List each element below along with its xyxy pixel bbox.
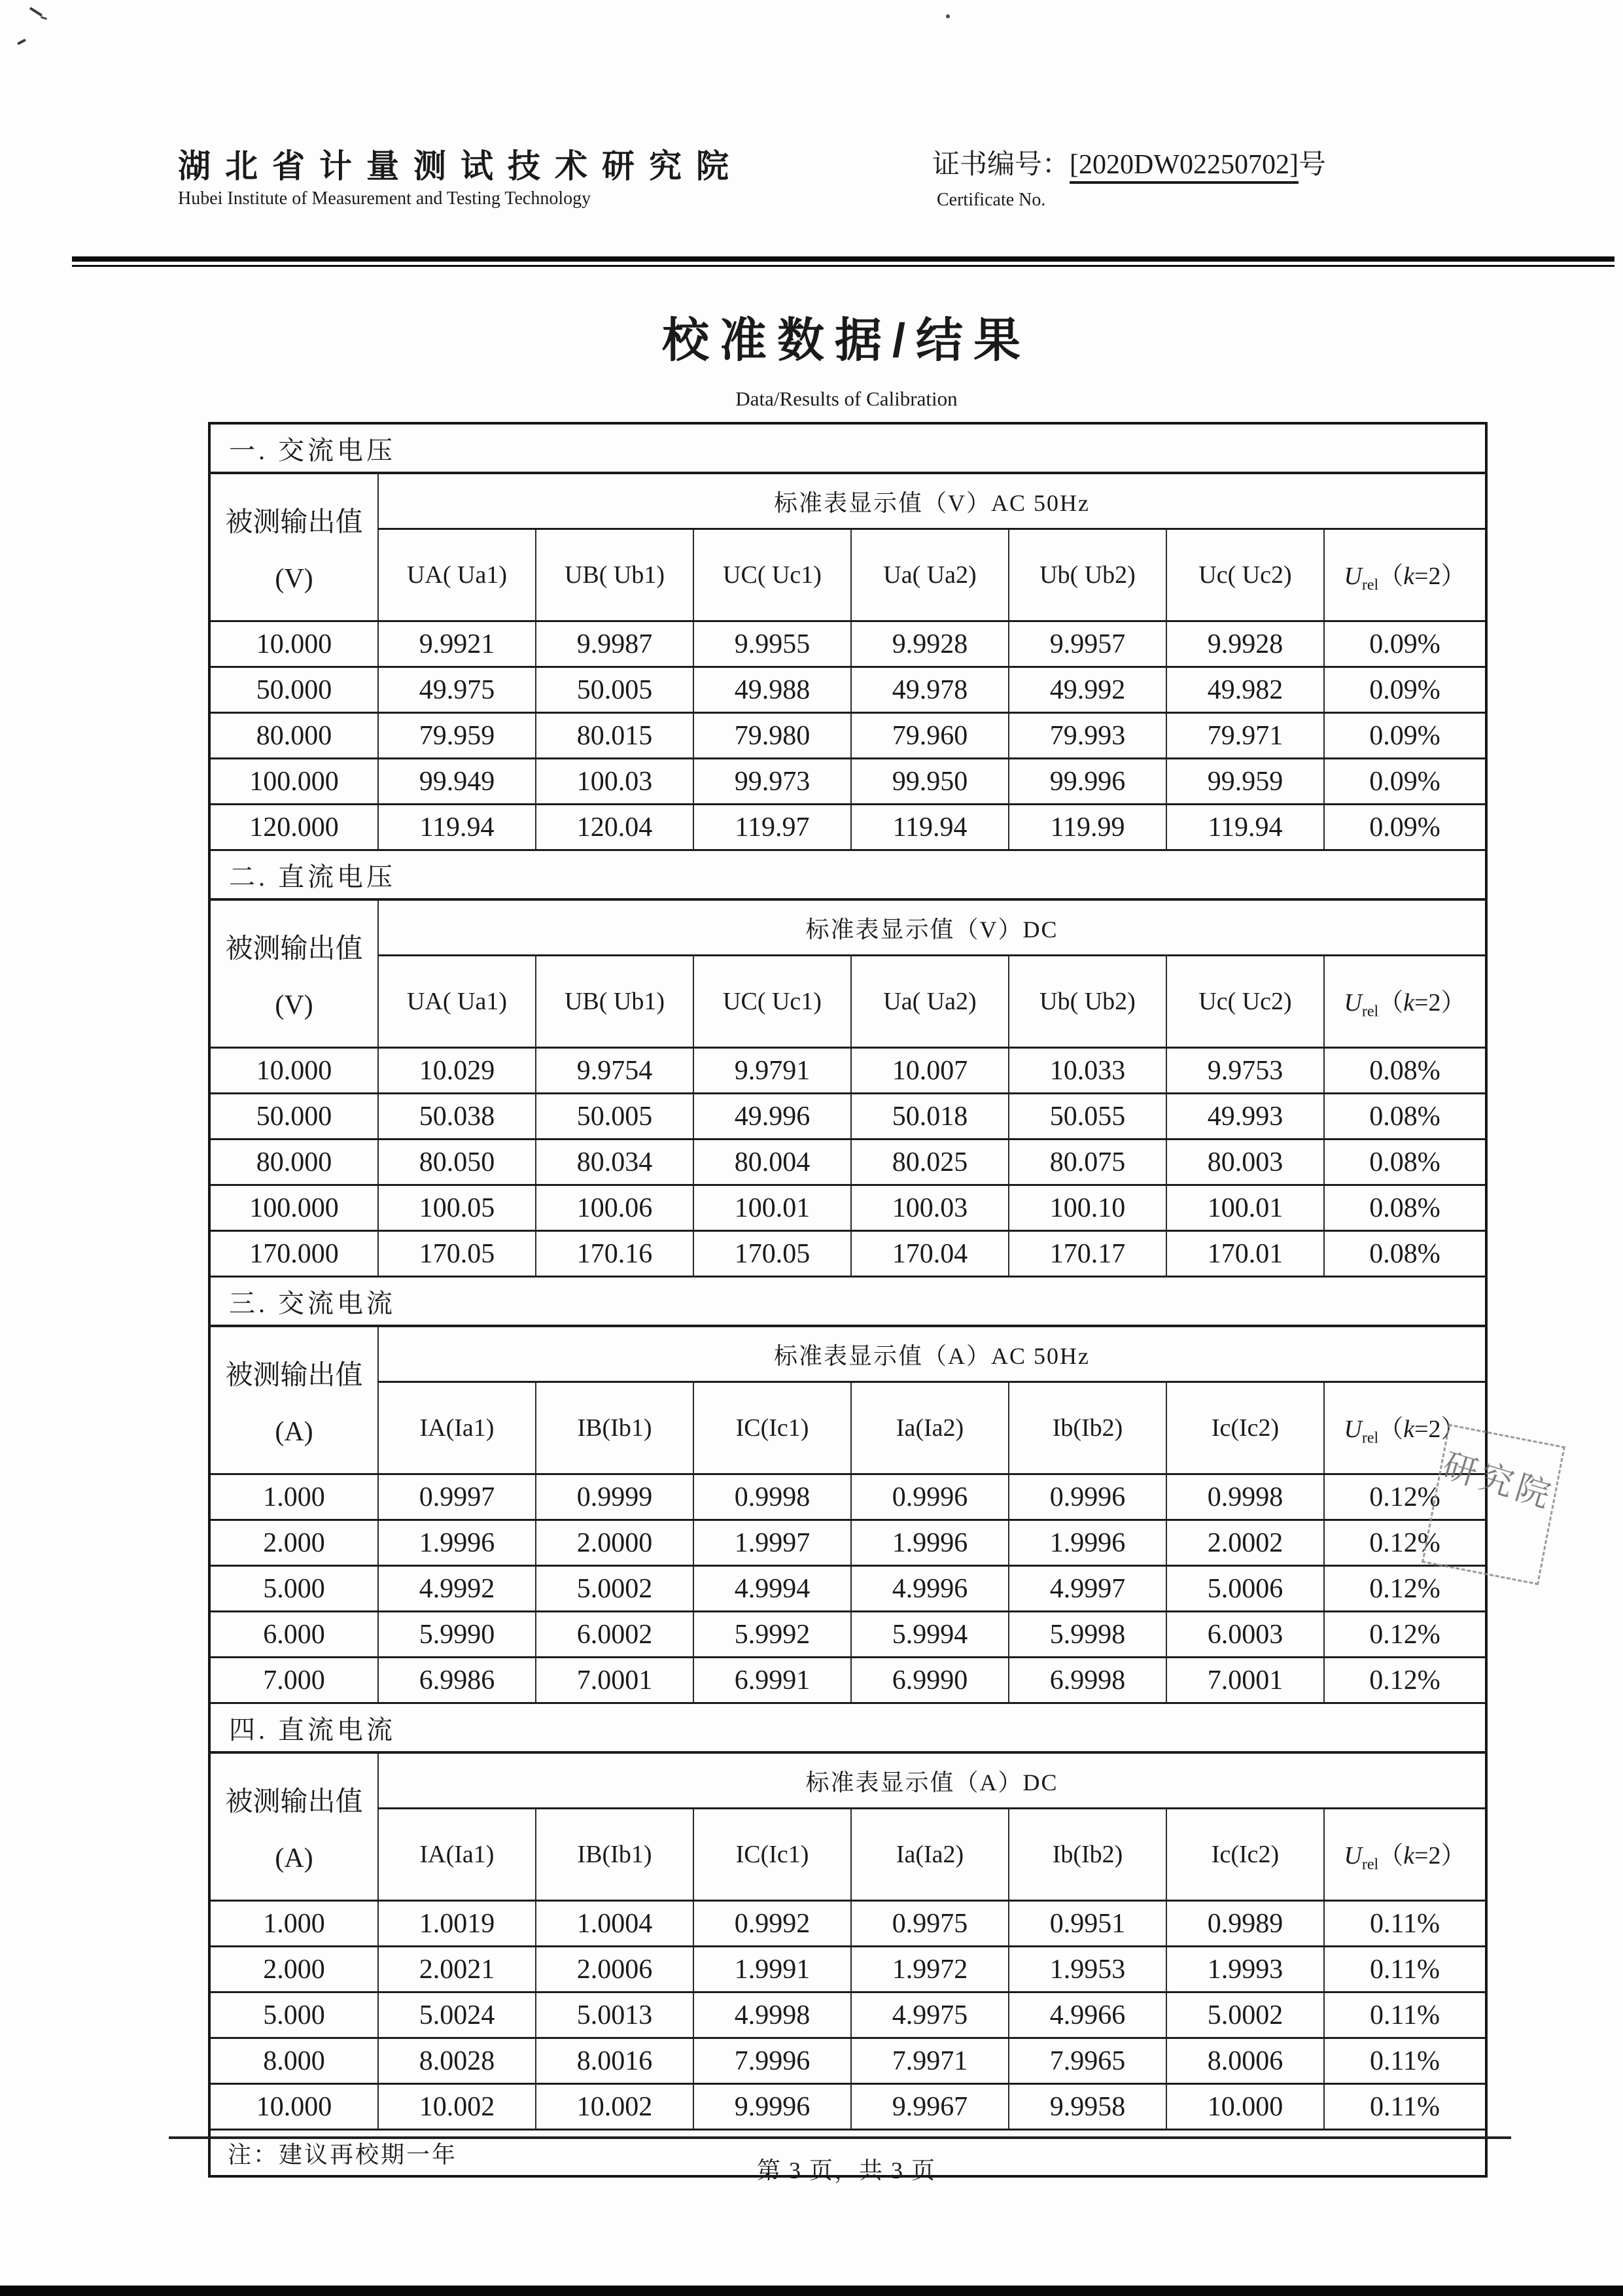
column-header-cell: Ic(Ic2) [1166,1809,1324,1901]
data-row [209,1231,1486,1277]
measured-value-cell: 170.05 [693,1231,851,1277]
measured-value-cell: 49.992 [1009,667,1166,713]
data-row [209,1901,1486,1947]
input-value-cell: 1.000 [209,1474,378,1520]
measured-value-cell: 119.94 [378,805,536,850]
measured-value-cell: 79.959 [378,713,536,759]
column-header-row [209,956,1486,1048]
measured-value-cell: 79.980 [693,713,851,759]
measured-value-cell: 170.05 [378,1231,536,1277]
measured-value-cell: 1.9997 [693,1520,851,1566]
input-value-cell: 5.000 [209,1992,378,2038]
measured-value-cell: 10.000 [1166,2084,1324,2130]
measured-value-cell: 1.9996 [1009,1520,1166,1566]
measured-value-cell: 9.9928 [851,621,1009,667]
column-header-cell: IC(Ic1) [693,1382,851,1474]
calibration-table-body [209,423,1486,2176]
measured-value-cell: 10.033 [1009,1048,1166,1094]
row-unit: (A) [275,1843,313,1873]
section-title: 三. 交流电流 [209,1277,1486,1327]
measured-value-cell: 100.06 [536,1185,693,1231]
row-label-cell [209,473,378,621]
data-row [209,621,1486,667]
urel-value-cell: 0.09% [1324,621,1486,667]
data-row [209,1566,1486,1612]
measured-value-cell: 49.988 [693,667,851,713]
measured-value-cell: 6.0003 [1166,1612,1324,1658]
urel-value-cell: 0.11% [1324,1901,1486,1947]
input-value-cell: 6.000 [209,1612,378,1658]
measured-value-cell: 100.03 [851,1185,1009,1231]
certificate-line [932,143,1326,182]
urel-value-cell: 0.11% [1324,1947,1486,1992]
measured-value-cell: 49.993 [1166,1094,1324,1139]
measured-value-cell: 0.9992 [693,1901,851,1947]
row-label: 被测输出值 [225,933,363,964]
input-value-cell: 80.000 [209,713,378,759]
measured-value-cell: 100.03 [536,759,693,805]
column-header-cell: Ia(Ia2) [851,1382,1009,1474]
column-header-cell: IA(Ia1) [378,1382,536,1474]
measured-value-cell: 9.9928 [1166,621,1324,667]
urel-header-cell: $U_{rel}(k=2)$ [1324,956,1486,1048]
measured-value-cell: 9.9921 [378,621,536,667]
page-number: 第 3 页，共 3 页 [756,2157,936,2183]
scan-artifact [29,7,43,16]
input-value-cell: 10.000 [209,621,378,667]
urel-value-cell: 0.08% [1324,1048,1486,1094]
measured-value-cell: 2.0002 [1166,1520,1324,1566]
measured-value-cell: 7.0001 [536,1658,693,1703]
measured-value-cell: 170.01 [1166,1231,1324,1277]
measured-value-cell: 0.9999 [536,1474,693,1520]
measured-value-cell: 7.9996 [693,2038,851,2084]
data-row [209,713,1486,759]
institute-stamp [1422,1424,1565,1586]
measured-value-cell: 5.9994 [851,1612,1009,1658]
row-unit: (V) [275,990,313,1020]
row-label: 被测输出值 [225,507,363,538]
certificate-suffix: 号 [1298,150,1326,180]
section-title-row [209,850,1486,900]
calibration-table [208,422,1488,2178]
data-row [209,1612,1486,1658]
measured-value-cell: 9.9791 [693,1048,851,1094]
section-title: 二. 直流电压 [209,850,1486,900]
measured-value-cell: 5.9998 [1009,1612,1166,1658]
measured-value-cell: 10.002 [536,2084,693,2130]
urel-header-cell: $U_{rel}(k=2)$ [1324,1382,1486,1474]
row-label-stack [211,1330,377,1471]
section-title: 一. 交流电压 [209,423,1486,473]
section-title: 四. 直流电流 [209,1703,1486,1753]
input-value-cell: 7.000 [209,1658,378,1703]
data-row [209,2084,1486,2130]
header-rule [72,256,1614,267]
measured-value-cell: 0.9996 [851,1474,1009,1520]
page-subtitle: Data/Results of Calibration [735,387,958,410]
page-title: 校准数据/结果 [661,315,1031,367]
scan-artifact-dot [946,14,950,18]
column-header-cell: Ib(Ib2) [1009,1809,1166,1901]
measured-value-cell: 5.0024 [378,1992,536,2038]
measured-value-cell: 9.9754 [536,1048,693,1094]
data-row [209,1139,1486,1185]
urel-header-cell: $U_{rel}(k=2)$ [1324,529,1486,621]
measured-value-cell: 1.9953 [1009,1947,1166,1992]
measured-value-cell: 49.982 [1166,667,1324,713]
measured-value-cell: 80.050 [378,1139,536,1185]
measured-value-cell: 80.003 [1166,1139,1324,1185]
measured-value-cell: 4.9994 [693,1566,851,1612]
measured-value-cell: 9.9996 [693,2084,851,2130]
measured-value-cell: 99.950 [851,759,1009,805]
measured-value-cell: 6.0002 [536,1612,693,1658]
measured-value-cell: 9.9958 [1009,2084,1166,2130]
measured-value-cell: 80.025 [851,1139,1009,1185]
column-header-cell: UB( Ub1) [536,529,693,621]
column-header-cell: Ub( Ub2) [1009,956,1166,1048]
urel-value-cell: 0.12% [1324,1658,1486,1703]
measured-value-cell: 5.0002 [1166,1992,1324,2038]
input-value-cell: 170.000 [209,1231,378,1277]
note-text: 注：建议再校期一年 [209,2130,1486,2177]
data-row [209,1185,1486,1231]
certificate-label: 证书编号： [932,150,1070,180]
section-title-row [209,423,1486,473]
input-value-cell: 120.000 [209,805,378,850]
measured-value-cell: 100.01 [693,1185,851,1231]
urel-value-cell: 0.08% [1324,1139,1486,1185]
column-header-cell: Uc( Uc2) [1166,529,1324,621]
measured-value-cell: 9.9957 [1009,621,1166,667]
measured-value-cell: 4.9966 [1009,1992,1166,2038]
scan-artifact [41,16,47,20]
measured-value-cell: 99.996 [1009,759,1166,805]
measured-value-cell: 119.99 [1009,805,1166,850]
input-value-cell: 50.000 [209,667,378,713]
measured-value-cell: 80.004 [693,1139,851,1185]
row-label-cell [209,1326,378,1474]
measured-value-cell: 119.94 [851,805,1009,850]
measured-value-cell: 1.9993 [1166,1947,1324,1992]
stamp-text: 研究院 [1438,1447,1558,1516]
measured-value-cell: 8.0016 [536,2038,693,2084]
footer-rule [169,2136,1511,2139]
measured-value-cell: 0.9989 [1166,1901,1324,1947]
measured-value-cell: 170.17 [1009,1231,1166,1277]
measured-value-cell: 5.9990 [378,1612,536,1658]
measured-value-cell: 50.005 [536,667,693,713]
measured-value-cell: 170.16 [536,1231,693,1277]
measured-value-cell: 10.029 [378,1048,536,1094]
section-title-row [209,1277,1486,1327]
input-value-cell: 8.000 [209,2038,378,2084]
input-value-cell: 2.000 [209,1520,378,1566]
urel-value-cell: 0.12% [1324,1474,1486,1520]
column-header-row [209,529,1486,621]
certificate-label-en: Certificate No. [937,190,1046,210]
measured-value-cell: 1.9991 [693,1947,851,1992]
data-row [209,759,1486,805]
data-row [209,1947,1486,1992]
urel-value-cell: 0.12% [1324,1566,1486,1612]
measured-value-cell: 1.0004 [536,1901,693,1947]
row-label: 被测输出值 [225,1786,363,1817]
column-header-cell: Ic(Ic2) [1166,1382,1324,1474]
measured-value-cell: 4.9997 [1009,1566,1166,1612]
measured-value-cell: 2.0000 [536,1520,693,1566]
input-value-cell: 100.000 [209,1185,378,1231]
column-header-cell: UA( Ua1) [378,956,536,1048]
column-header-cell: Ib(Ib2) [1009,1382,1166,1474]
column-header-cell: UB( Ub1) [536,956,693,1048]
measured-value-cell: 9.9967 [851,2084,1009,2130]
column-header-cell: Uc( Uc2) [1166,956,1324,1048]
measured-value-cell: 4.9996 [851,1566,1009,1612]
span-header-cell: 标准表显示值（V）AC 50Hz [378,473,1486,529]
data-row [209,1992,1486,2038]
measured-value-cell: 9.9955 [693,621,851,667]
bottom-scan-edge [0,2286,1623,2296]
measured-value-cell: 99.959 [1166,759,1324,805]
measured-value-cell: 49.996 [693,1094,851,1139]
institute-name-en: Hubei Institute of Measurement and Testing Technology [178,188,591,209]
input-value-cell: 80.000 [209,1139,378,1185]
section-title-row [209,1703,1486,1753]
institute-name: 湖北省计量测试技术研究院 [178,148,743,184]
measured-value-cell: 99.973 [693,759,851,805]
column-header-cell: IB(Ib1) [536,1382,693,1474]
measured-value-cell: 4.9975 [851,1992,1009,2038]
row-label-stack [211,1756,377,1898]
measured-value-cell: 99.949 [378,759,536,805]
measured-value-cell: 4.9992 [378,1566,536,1612]
input-value-cell: 50.000 [209,1094,378,1139]
urel-value-cell: 0.12% [1324,1612,1486,1658]
measured-value-cell: 5.0002 [536,1566,693,1612]
measured-value-cell: 7.0001 [1166,1658,1324,1703]
measured-value-cell: 8.0006 [1166,2038,1324,2084]
urel-value-cell: 0.09% [1324,759,1486,805]
measured-value-cell: 49.978 [851,667,1009,713]
measured-value-cell: 5.0006 [1166,1566,1324,1612]
measured-value-cell: 0.9951 [1009,1901,1166,1947]
urel-value-cell: 0.11% [1324,1992,1486,2038]
span-header-cell: 标准表显示值（A）AC 50Hz [378,1326,1486,1382]
certificate-number: [2020DW02250702] [1070,150,1299,184]
measured-value-cell: 79.971 [1166,713,1324,759]
measured-value-cell: 2.0006 [536,1947,693,1992]
column-header-cell: UA( Ua1) [378,529,536,621]
measured-value-cell: 49.975 [378,667,536,713]
measured-value-cell: 120.04 [536,805,693,850]
span-header-row [209,899,1486,956]
measured-value-cell: 9.9753 [1166,1048,1324,1094]
column-header-cell: Ub( Ub2) [1009,529,1166,621]
column-header-cell: IC(Ic1) [693,1809,851,1901]
measured-value-cell: 5.9992 [693,1612,851,1658]
measured-value-cell: 50.018 [851,1094,1009,1139]
urel-value-cell: 0.12% [1324,1520,1486,1566]
row-label: 被测输出值 [225,1360,363,1391]
row-label-stack [211,477,377,618]
measured-value-cell: 100.10 [1009,1185,1166,1231]
measured-value-cell: 6.9990 [851,1658,1009,1703]
measured-value-cell: 100.01 [1166,1185,1324,1231]
measured-value-cell: 100.05 [378,1185,536,1231]
measured-value-cell: 6.9991 [693,1658,851,1703]
data-row [209,1048,1486,1094]
column-header-row [209,1382,1486,1474]
measured-value-cell: 170.04 [851,1231,1009,1277]
column-header-cell: IA(Ia1) [378,1809,536,1901]
urel-value-cell: 0.09% [1324,713,1486,759]
input-value-cell: 100.000 [209,759,378,805]
column-header-cell: Ua( Ua2) [851,529,1009,621]
data-row [209,1658,1486,1703]
data-row [209,1520,1486,1566]
measured-value-cell: 1.0019 [378,1901,536,1947]
span-header-cell: 标准表显示值（A）DC [378,1752,1486,1809]
row-label-stack [211,903,377,1045]
measured-value-cell: 5.0013 [536,1992,693,2038]
measured-value-cell: 1.9972 [851,1947,1009,1992]
data-row [209,1474,1486,1520]
urel-value-cell: 0.09% [1324,667,1486,713]
input-value-cell: 10.000 [209,1048,378,1094]
span-header-row [209,1326,1486,1382]
row-unit: (V) [275,563,313,594]
measured-value-cell: 10.007 [851,1048,1009,1094]
calibration-table-wrap [208,422,1488,2178]
measured-value-cell: 0.9975 [851,1901,1009,1947]
row-label-cell [209,1752,378,1901]
span-header-cell: 标准表显示值（V）DC [378,899,1486,956]
measured-value-cell: 0.9998 [1166,1474,1324,1520]
measured-value-cell: 7.9971 [851,2038,1009,2084]
urel-value-cell: 0.08% [1324,1185,1486,1231]
input-value-cell: 5.000 [209,1566,378,1612]
measured-value-cell: 80.015 [536,713,693,759]
measured-value-cell: 2.0021 [378,1947,536,1992]
measured-value-cell: 0.9996 [1009,1474,1166,1520]
urel-value-cell: 0.11% [1324,2084,1486,2130]
measured-value-cell: 0.9998 [693,1474,851,1520]
urel-value-cell: 0.09% [1324,805,1486,850]
measured-value-cell: 50.038 [378,1094,536,1139]
measured-value-cell: 9.9987 [536,621,693,667]
measured-value-cell: 50.005 [536,1094,693,1139]
urel-value-cell: 0.08% [1324,1094,1486,1139]
measured-value-cell: 80.034 [536,1139,693,1185]
measured-value-cell: 79.993 [1009,713,1166,759]
column-header-cell: UC( Uc1) [693,529,851,621]
input-value-cell: 10.000 [209,2084,378,2130]
column-header-cell: UC( Uc1) [693,956,851,1048]
span-header-row [209,473,1486,529]
measured-value-cell: 1.9996 [851,1520,1009,1566]
measured-value-cell: 0.9997 [378,1474,536,1520]
measured-value-cell: 79.960 [851,713,1009,759]
data-row [209,1094,1486,1139]
data-row [209,2038,1486,2084]
input-value-cell: 1.000 [209,1901,378,1947]
measured-value-cell: 10.002 [378,2084,536,2130]
row-unit: (A) [275,1416,313,1447]
input-value-cell: 2.000 [209,1947,378,1992]
span-header-row [209,1752,1486,1809]
measured-value-cell: 50.055 [1009,1094,1166,1139]
urel-value-cell: 0.08% [1324,1231,1486,1277]
measured-value-cell: 119.97 [693,805,851,850]
row-label-cell [209,899,378,1048]
data-row [209,667,1486,713]
urel-value-cell: 0.11% [1324,2038,1486,2084]
measured-value-cell: 6.9998 [1009,1658,1166,1703]
measured-value-cell: 6.9986 [378,1658,536,1703]
data-row [209,805,1486,850]
measured-value-cell: 119.94 [1166,805,1324,850]
measured-value-cell: 8.0028 [378,2038,536,2084]
column-header-cell: Ia(Ia2) [851,1809,1009,1901]
column-header-row [209,1809,1486,1901]
measured-value-cell: 7.9965 [1009,2038,1166,2084]
measured-value-cell: 4.9998 [693,1992,851,2038]
measured-value-cell: 80.075 [1009,1139,1166,1185]
scan-artifact [17,39,26,45]
column-header-cell: IB(Ib1) [536,1809,693,1901]
column-header-cell: Ua( Ua2) [851,956,1009,1048]
urel-header-cell: $U_{rel}(k=2)$ [1324,1809,1486,1901]
measured-value-cell: 1.9996 [378,1520,536,1566]
